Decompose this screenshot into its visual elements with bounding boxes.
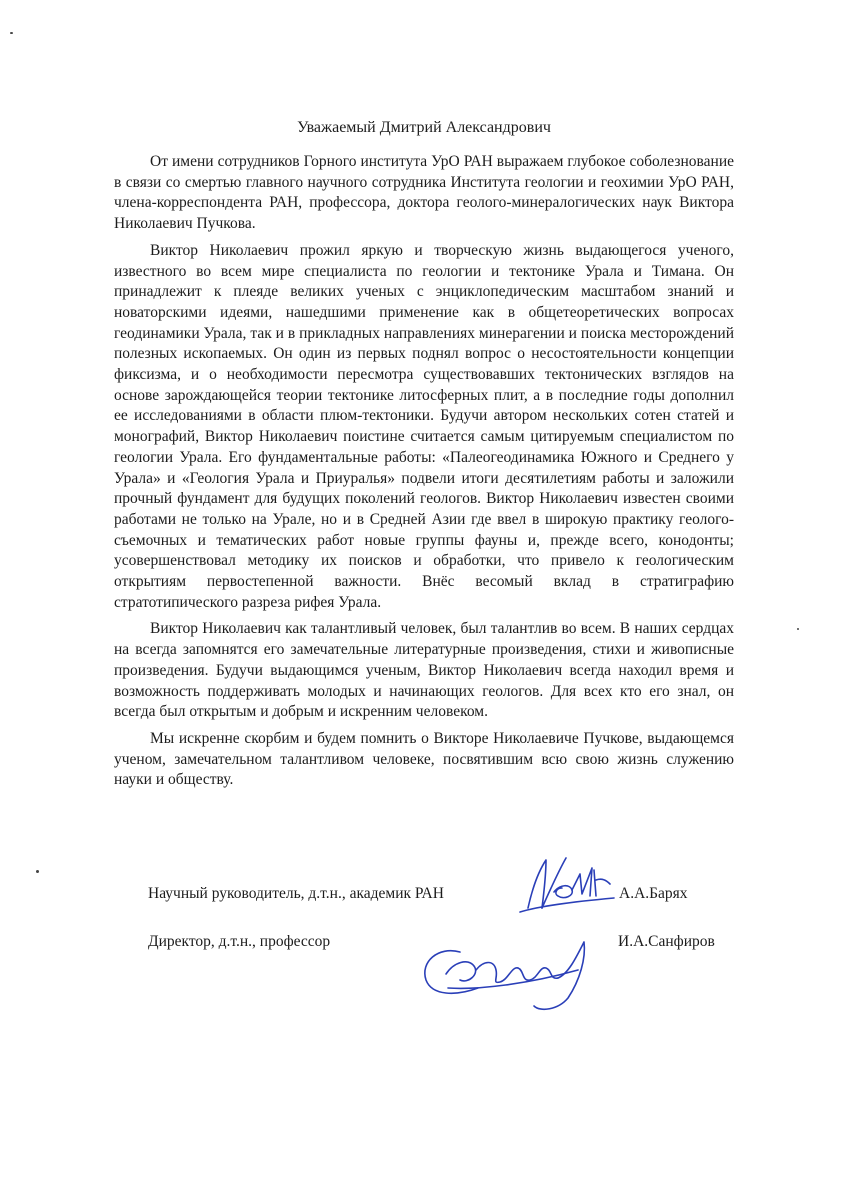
- paragraph-closing: Мы искренне скорбим и будем помнить о Викторе Николаевиче Пучкове, выдающемся ученом, замечательном талантливом человеке, посвятившим всю свою жизнь служению науки и обществу.: [114, 729, 734, 789]
- scan-speck: [36, 870, 39, 873]
- paragraph-talents: Виктор Николаевич как талантливый человек, был талантлив во всем. В наших сердцах на всегда запомнятся его замечательные литературные произведения, стихи и живописные произведения. Будучи выдающимся ученым, Виктор Николаевич всегда находил время и возможность поддерживать молодых и начинающих геологов. Для всех кто его знал, он всегда был открытым и добрым и искренним человеком.: [114, 620, 734, 721]
- signatory-1-name: А.А.Барях: [619, 885, 688, 902]
- handwritten-signature-1: [510, 850, 630, 920]
- handwritten-signature-2: [408, 918, 598, 1018]
- signatory-2-title: Директор, д.т.н., профессор: [148, 933, 331, 950]
- paragraph-biography: Виктор Николаевич прожил яркую и творческую жизнь выдающегося ученого, известного во всем мире специалиста по геологии и тектонике Урала и Тимана. Он принадлежит к плеяде великих ученых с энциклопедическим масштабом знаний и новаторскими идеями, нашедшими применение как в общетеоретических вопросах геодинамики Урала, так и в прикладных направлениях минерагении и поиска месторождений полезных ископаемых. Он один из первых поднял вопрос о несостоятельности концепции фиксизма, и о необходимости пересмотра существовавших тектонических взглядов на основе зарождающейся теории тектонике литосферных плит, а в последние годы дополнил ее исследованиями в области плюм-тектоники. Будучи автором нескольких сотен статей и монографий, Виктор Николаевич поистине считается самым цитируемым специалистом по геологии Урала. Его фундаментальные работы: «Палеогеодинамика Южного и Среднего у Урала» и «Геология Урала и Приуралья» подвели итоги десятилетиям работы и заложили прочный фундамент для будущих поколений геологов. Виктор Николаевич известен своими работами не только на Урале, но и в Средней Азии где ввел в широкую практику геолого-съемочных и тематических работ новые группы фауны и, прежде всего, конодонты; усовершенствовал методику их поисков и обработки, что привело к геологическим открытиям первостепенной важности. Внёс весомый вклад в стратиграфию стратотипического разреза рифея Урала.: [114, 241, 734, 611]
- signatory-2-name: И.А.Санфиров: [618, 933, 715, 950]
- salutation: Уважаемый Дмитрий Александрович: [297, 119, 551, 136]
- scan-speck: [10, 32, 13, 34]
- scan-speck: [797, 628, 799, 630]
- letter-body: [114, 152, 734, 797]
- signatory-1-title: Научный руководитель, д.т.н., академик РАН: [148, 885, 444, 902]
- paragraph-condolence: От имени сотрудников Горного института УрО РАН выражаем глубокое соболезнование в связи со смертью главного научного сотрудника Института геологии и геохимии УрО РАН, члена-корреспондента РАН, профессора, доктора геолого-минералогических наук Виктора Николаевич Пучкова.: [114, 153, 734, 233]
